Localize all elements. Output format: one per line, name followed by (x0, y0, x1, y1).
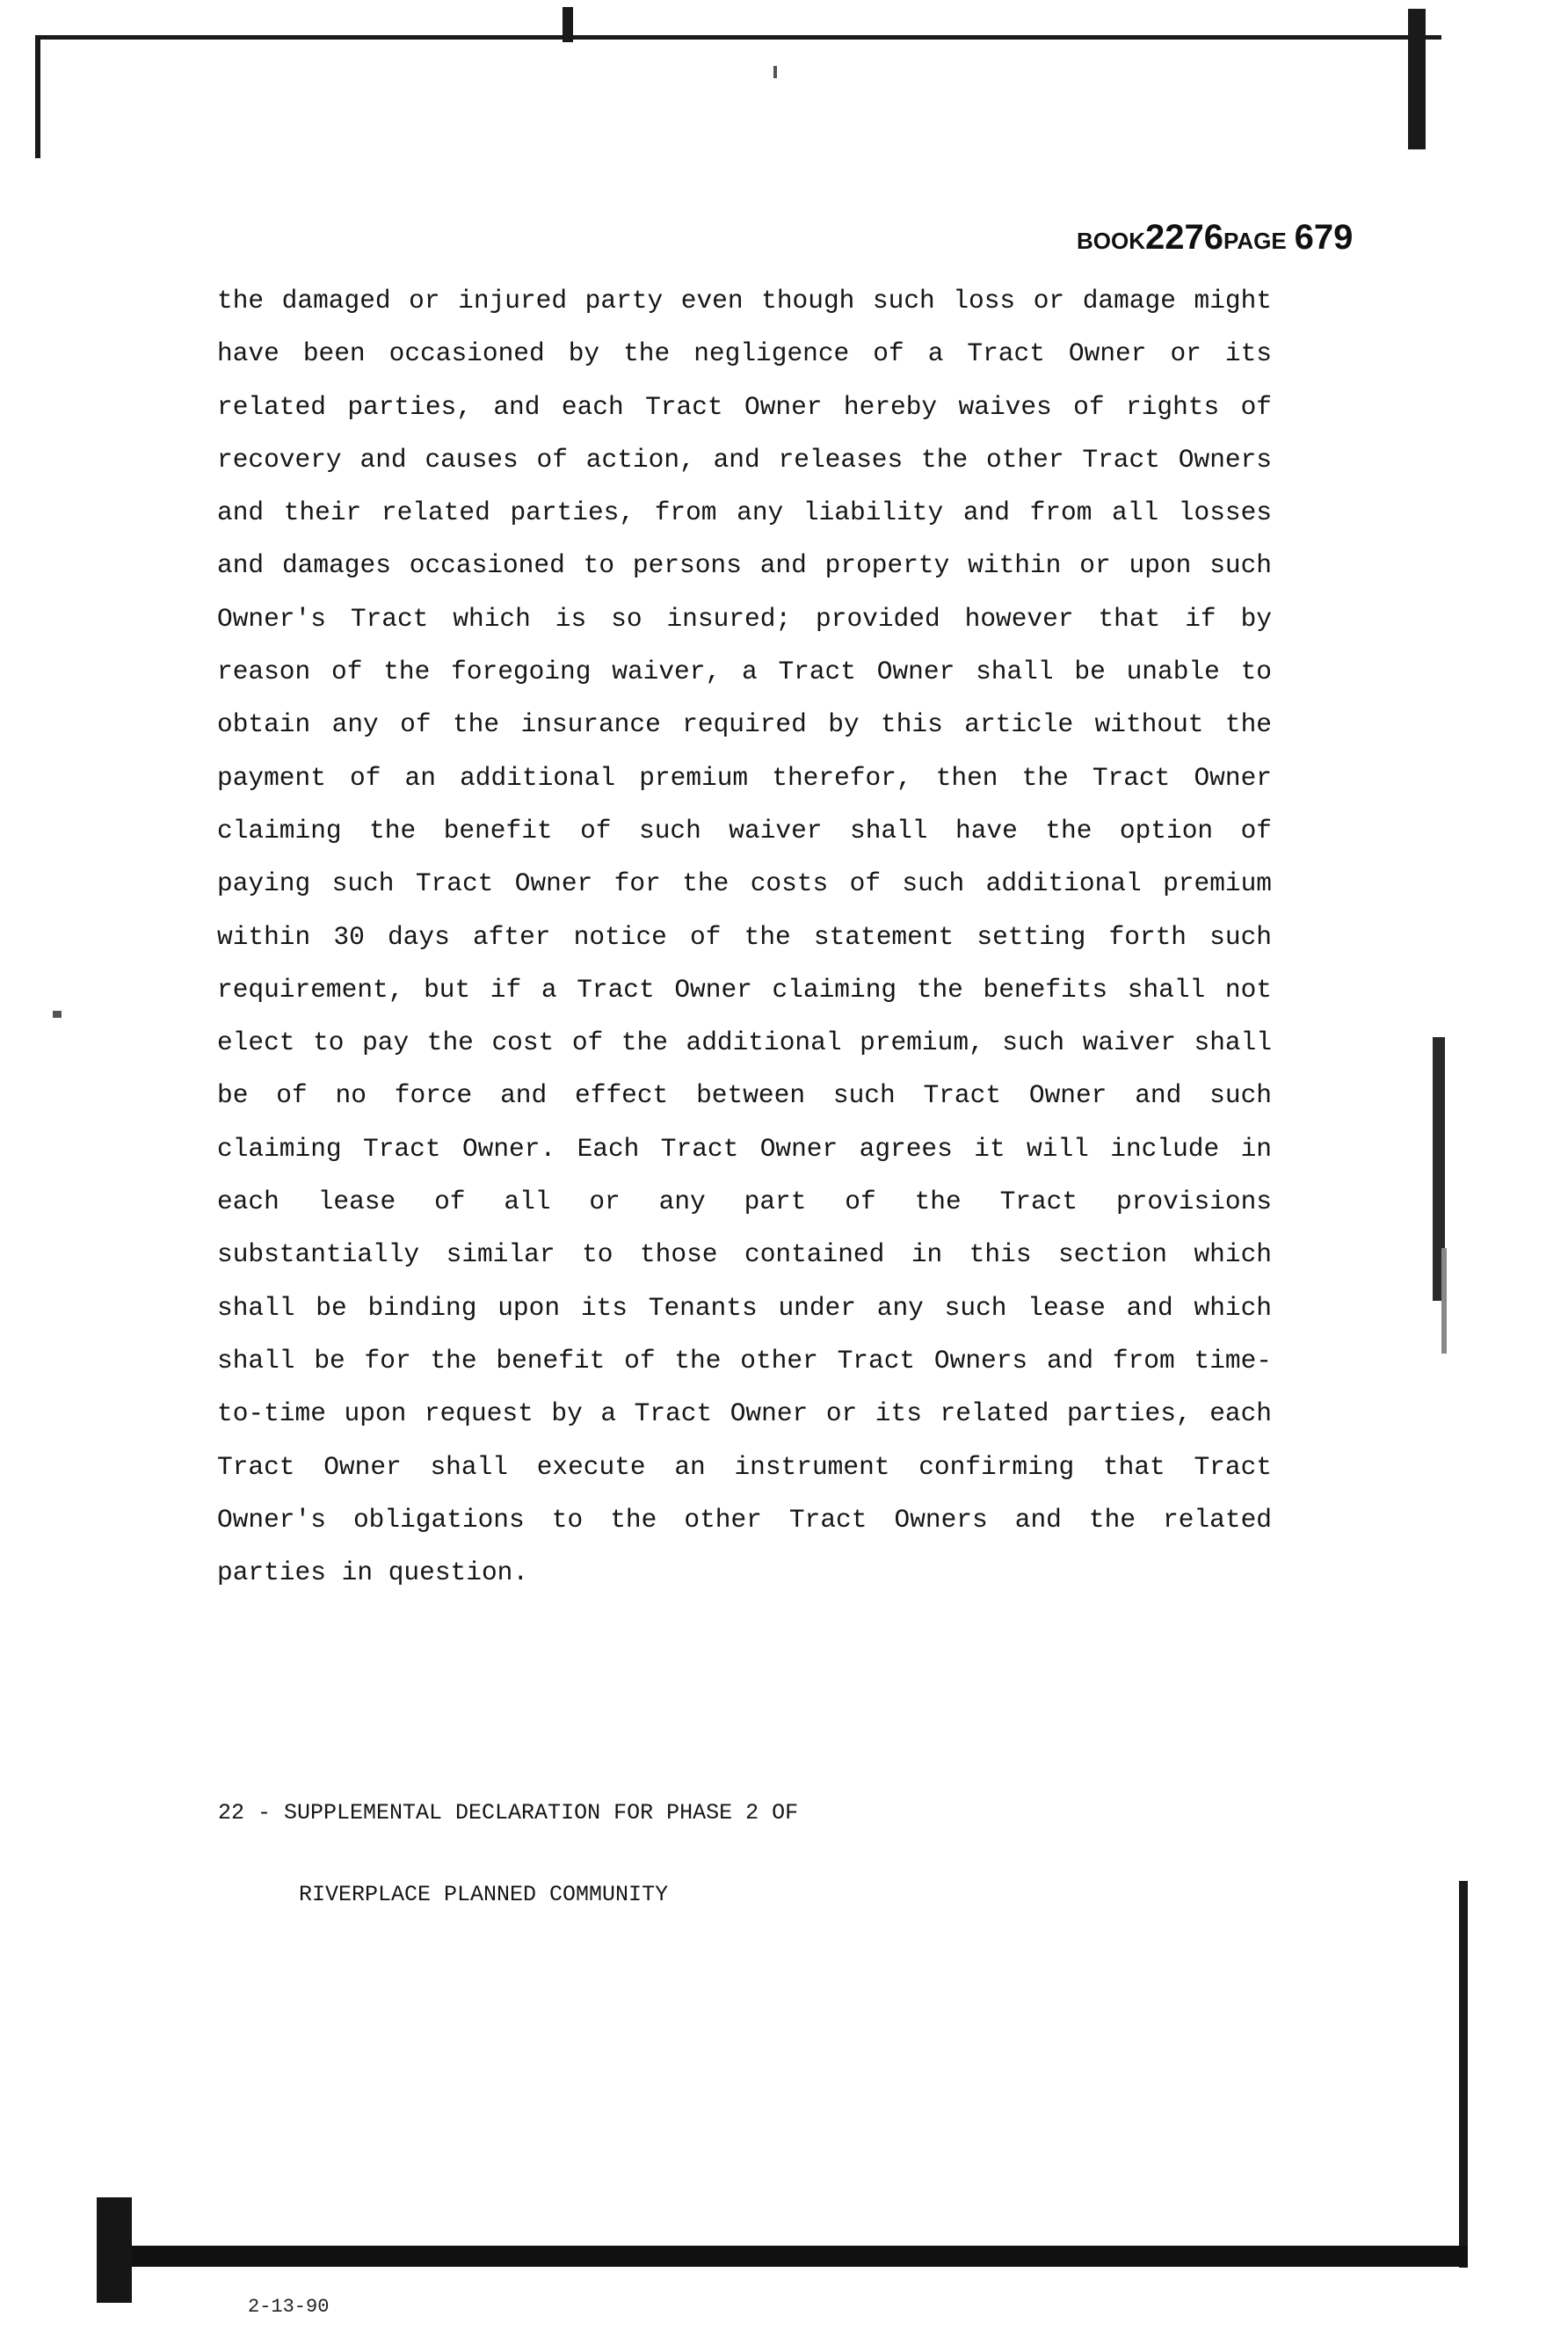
footer-line-1: 22 - SUPPLEMENTAL DECLARATION FOR PHASE 2 OF (218, 1800, 799, 1826)
body-paragraph (217, 274, 1272, 1599)
body-line: be of no force and effect between such Tract Owner and such (217, 1080, 1272, 1111)
body-line: substantially similar to those contained in this section which (217, 1239, 1272, 1270)
date-stamp: 2-13-90 (248, 2296, 330, 2318)
body-line: Owner's Tract which is so insured; provided however that if by (217, 603, 1272, 634)
body-line: shall be for the benefit of the other Tract Owners and from time- (217, 1345, 1272, 1376)
scan-border-right-bottom (1459, 1881, 1468, 2268)
body-line: requirement, but if a Tract Owner claiming the benefits shall not (217, 974, 1272, 1005)
body-line: paying such Tract Owner for the costs of such additional premium (217, 868, 1272, 899)
body-line: Owner's obligations to the other Tract Owners and the related (217, 1504, 1272, 1535)
scan-border-right (1408, 9, 1426, 149)
body-line: recovery and causes of action, and releases the other Tract Owners (217, 444, 1272, 475)
scan-border-bottom (114, 2246, 1468, 2267)
body-line: elect to pay the cost of the additional premium, such waiver shall (217, 1027, 1272, 1058)
body-line: within 30 days after notice of the statement setting forth such (217, 921, 1272, 952)
scan-blot-bottom-left (97, 2197, 132, 2303)
footer-line-2: RIVERPLACE PLANNED COMMUNITY (299, 1882, 669, 1907)
body-line: each lease of all or any part of the Tract provisions (217, 1187, 1272, 1217)
book-number: 2276 (1145, 218, 1223, 257)
scan-speck (1441, 1248, 1447, 1354)
body-line: obtain any of the insurance required by this article without the (217, 709, 1272, 740)
body-line: have been occasioned by the negligence of a Tract Owner or its (217, 338, 1272, 369)
body-line: reason of the foregoing waiver, a Tract Owner shall be unable to (217, 657, 1272, 687)
body-line: parties in question. (217, 1557, 529, 1588)
book-page-reference (1077, 218, 1353, 258)
page-footer (218, 1745, 798, 1963)
body-line: shall be binding upon its Tenants under any such lease and which (217, 1292, 1272, 1323)
body-line: to-time upon request by a Tract Owner or its related parties, each (217, 1398, 1272, 1429)
scan-mark-top (563, 7, 573, 42)
body-line: related parties, and each Tract Owner hereby waives of rights of (217, 391, 1272, 422)
book-label: BOOK (1077, 228, 1145, 254)
body-line: and their related parties, from any liability and from all losses (217, 497, 1272, 528)
scan-border-top (35, 35, 1441, 40)
page-number: 679 (1294, 218, 1354, 257)
page-label: PAGE (1223, 228, 1287, 254)
body-line: Tract Owner shall execute an instrument confirming that Tract (217, 1451, 1272, 1482)
body-line: payment of an additional premium therefor, then the Tract Owner (217, 762, 1272, 793)
body-line: claiming the benefit of such waiver shall have the option of (217, 815, 1272, 846)
scan-border-left (35, 35, 40, 158)
body-line: the damaged or injured party even though such loss or damage might (217, 286, 1272, 316)
scan-speck (53, 1011, 62, 1018)
body-line: claiming Tract Owner. Each Tract Owner agrees it will include in (217, 1133, 1272, 1164)
scan-speck (773, 66, 777, 78)
body-line: and damages occasioned to persons and property within or upon such (217, 550, 1272, 581)
